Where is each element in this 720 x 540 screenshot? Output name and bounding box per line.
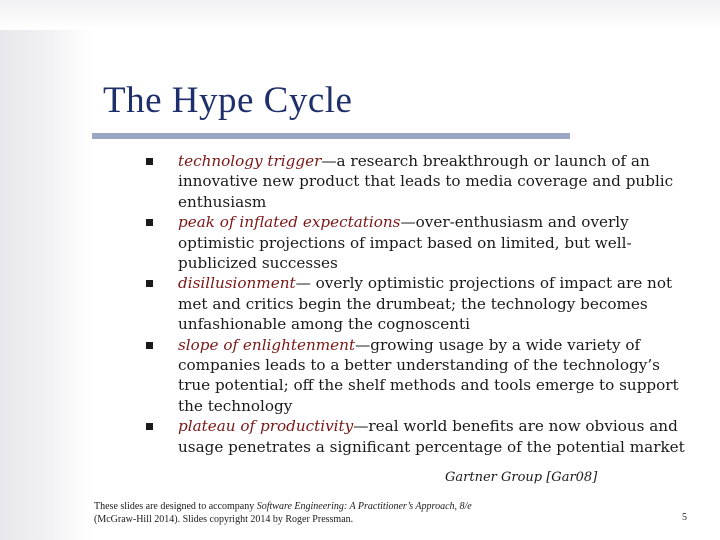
- bullet-text: —over-enthusiasm and overly optimistic projections of impact based on limited, but well-publicized successes: [178, 213, 632, 273]
- source-citation: Gartner Group [Gar08]: [445, 470, 598, 485]
- bullet-term: plateau of productivity: [178, 417, 354, 436]
- bullet-item-plateau-of-productivity: [146, 416, 686, 457]
- bullet-list: [146, 151, 686, 457]
- square-bullet-icon: [146, 219, 153, 226]
- bullet-term: technology trigger: [178, 152, 322, 170]
- title-underline-rule: [92, 133, 570, 139]
- bullet-text: —real world benefits are now obvious and usage penetrates a significant percentage of the potential market: [178, 417, 685, 456]
- bullet-item-peak-of-inflated-expectations: [146, 212, 686, 273]
- bullet-item-slope-of-enlightenment: [146, 335, 686, 417]
- top-background-band: [0, 0, 720, 30]
- footer-suffix: (McGraw-Hill 2014). Slides copyright 2014 by Roger Pressman.: [94, 514, 354, 525]
- bullet-text: — overly optimistic projections of impact are not met and critics begin the drumbeat; the technology becomes unfashionable among the cognoscenti: [178, 274, 673, 334]
- slide-title: The Hype Cycle: [103, 80, 353, 121]
- square-bullet-icon: [146, 280, 153, 287]
- square-bullet-icon: [146, 342, 153, 349]
- left-background-band: [0, 0, 92, 540]
- bullet-text: —a research breakthrough or launch of an innovative new product that leads to media coverage and public enthusiasm: [178, 152, 674, 211]
- bullet-item-disillusionment: [146, 273, 686, 334]
- footer-prefix: These slides are designed to accompany: [94, 501, 257, 512]
- slide-footer: [94, 500, 514, 526]
- bullet-item-technology-trigger: [146, 151, 686, 212]
- square-bullet-icon: [146, 158, 153, 165]
- bullet-term: disillusionment: [178, 274, 296, 293]
- footer-book-title: Software Engineering: A Practitioner’s Approach, 8/e: [256, 501, 472, 512]
- bullet-term: peak of inflated expectations: [178, 213, 401, 232]
- square-bullet-icon: [146, 423, 153, 430]
- bullet-term: slope of enlightenment: [178, 335, 356, 354]
- bullet-text: —growing usage by a wide variety of companies leads to a better understanding of the technology’s true potential; off the shelf methods and tools emerge to support the technology: [178, 335, 679, 415]
- page-number: 5: [682, 512, 687, 523]
